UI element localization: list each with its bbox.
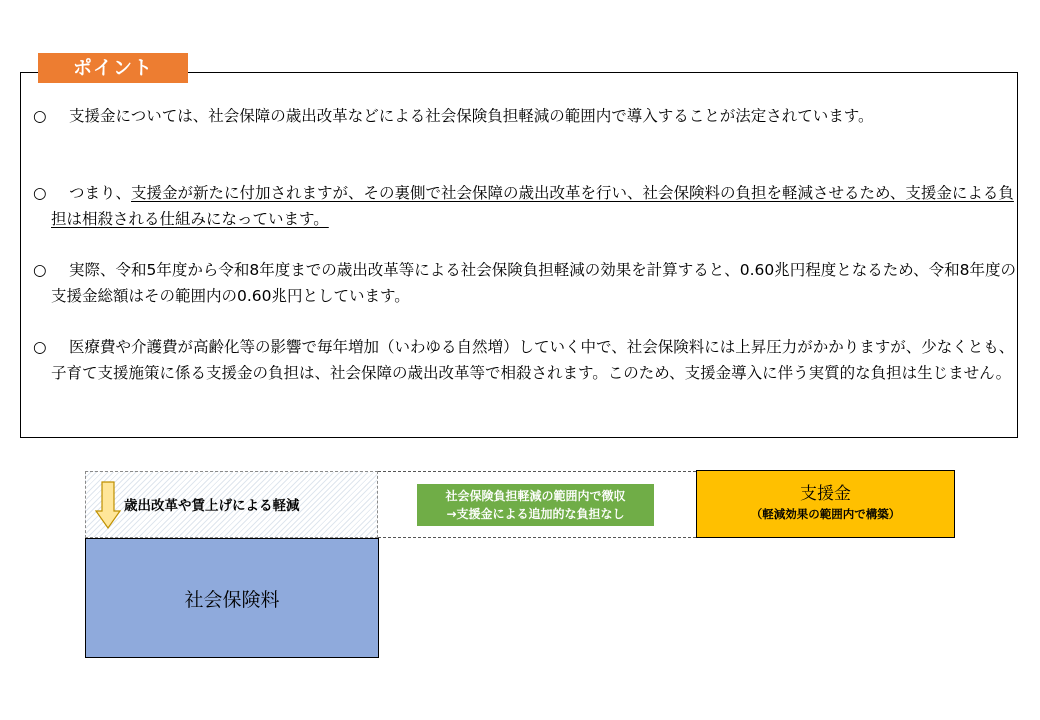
- bullet-circle: ○: [33, 107, 47, 125]
- paragraph-2-prefix: つまり、: [69, 184, 132, 202]
- point-box: [20, 72, 1018, 438]
- reduction-label: 歳出改革や賃上げによる軽減: [124, 498, 300, 514]
- support-fund-box: [696, 470, 955, 538]
- reduction-box: [85, 471, 378, 538]
- point-tab: ポイント: [38, 53, 188, 83]
- insurance-premium-box: [85, 538, 379, 658]
- support-fund-subtitle: （軽減効果の範囲内で構築）: [750, 507, 901, 521]
- bullet-circle: ○: [33, 184, 47, 202]
- green-note-box: [417, 484, 654, 526]
- paragraph-1-text: 支援金については、社会保障の歳出改革などによる社会保険負担軽減の範囲内で導入することが法定されています。: [69, 107, 874, 125]
- point-paragraph-4: [33, 334, 1021, 386]
- point-paragraph-2: [33, 180, 1021, 232]
- bullet-circle: ○: [33, 338, 47, 356]
- paragraph-2-underlined: 支援金が新たに付加されますが、その裏側で社会保障の歳出改革を行い、社会保険料の負担を軽減させるため、支援金による負担は相殺される仕組みになっています。: [51, 184, 1014, 228]
- paragraph-3-text: 実際、令和5年度から令和8年度までの歳出改革等による社会保険負担軽減の効果を計算すると、0.60兆円程度となるため、令和8年度の支援金総額はその範囲内の0.60兆円としています。: [51, 261, 1016, 305]
- down-arrow-icon: [95, 481, 121, 529]
- point-paragraph-1: [33, 103, 1021, 129]
- green-note-line-1: 社会保険負担軽減の範囲内で徴収: [445, 489, 626, 503]
- bullet-circle: ○: [33, 261, 47, 279]
- support-fund-title: 支援金: [800, 484, 851, 504]
- paragraph-4-text: 医療費や介護費が高齢化等の影響で毎年増加（いわゆる自然増）していく中で、社会保険料には上昇圧力がかかりますが、少なくとも、子育て支援施策に係る支援金の負担は、社会保障の歳出改革等で相殺されます。このため、支援金導入に伴う実質的な負担は生じません。: [51, 338, 1015, 382]
- point-paragraph-3: [33, 257, 1021, 309]
- green-note-line-2: →支援金による追加的な負担なし: [446, 507, 625, 521]
- insurance-premium-label: 社会保険料: [184, 588, 280, 611]
